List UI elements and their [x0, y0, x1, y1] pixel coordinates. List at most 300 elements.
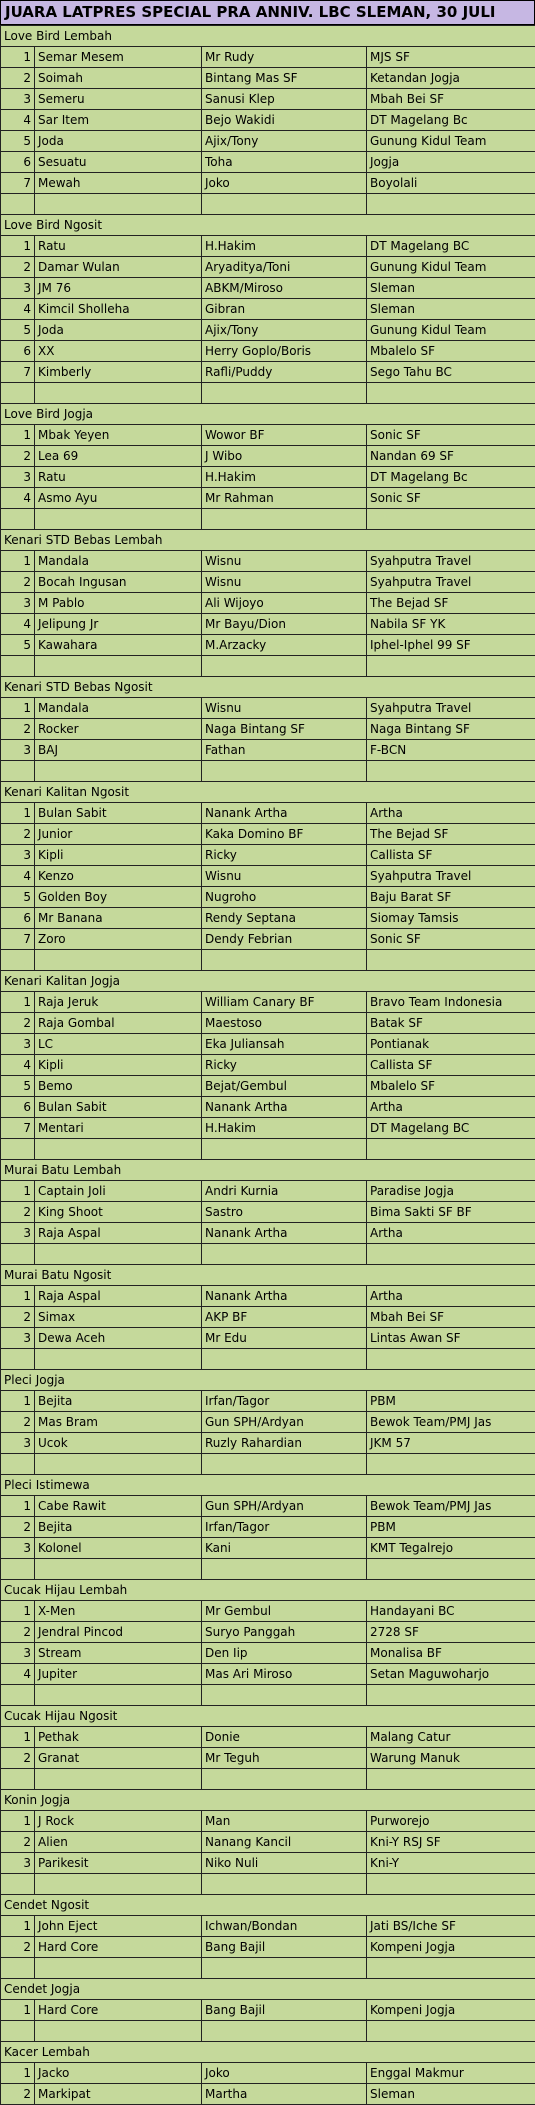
table-row	[1, 89, 535, 110]
owner-cell: Mr Teguh	[202, 1748, 367, 1769]
rank-cell: 6	[1, 341, 35, 362]
bird-name-cell: Markipat	[35, 2084, 202, 2105]
team-cell: Sego Tahu BC	[367, 362, 535, 383]
owner-cell: Mas Ari Miroso	[202, 1664, 367, 1685]
empty-cell	[367, 383, 535, 404]
team-cell: KMT Tegalrejo	[367, 1538, 535, 1559]
team-cell: Mbah Bei SF	[367, 89, 535, 110]
empty-cell	[35, 2021, 202, 2042]
bird-name-cell: Jelipung Jr	[35, 614, 202, 635]
table-row	[1, 992, 535, 1013]
table-row	[1, 740, 535, 761]
spacer-row	[1, 1139, 535, 1160]
owner-cell: Wisnu	[202, 572, 367, 593]
team-cell: Enggal Makmur	[367, 2063, 535, 2084]
owner-cell: Mr Rahman	[202, 488, 367, 509]
rank-cell: 1	[1, 47, 35, 68]
table-row	[1, 152, 535, 173]
team-cell: Gunung Kidul Team	[367, 257, 535, 278]
empty-cell	[35, 1559, 202, 1580]
team-cell: Naga Bintang SF	[367, 719, 535, 740]
table-row	[1, 1223, 535, 1244]
section-header-row	[1, 1580, 535, 1601]
rank-cell: 7	[1, 1118, 35, 1139]
table-row	[1, 866, 535, 887]
table-row	[1, 698, 535, 719]
empty-cell	[202, 194, 367, 215]
rank-cell: 2	[1, 1622, 35, 1643]
empty-cell	[202, 509, 367, 530]
table-row	[1, 1286, 535, 1307]
rank-cell: 1	[1, 236, 35, 257]
empty-cell	[1, 383, 35, 404]
rank-cell: 3	[1, 1223, 35, 1244]
bird-name-cell: Captain Joli	[35, 1181, 202, 1202]
team-cell: Monalisa BF	[367, 1643, 535, 1664]
table-row	[1, 719, 535, 740]
bird-name-cell: Mr Banana	[35, 908, 202, 929]
rank-cell: 1	[1, 1601, 35, 1622]
bird-name-cell: Mewah	[35, 173, 202, 194]
spacer-row	[1, 1244, 535, 1265]
section-title: Cendet Ngosit	[1, 1895, 535, 1916]
table-row	[1, 299, 535, 320]
section-header-row	[1, 2042, 535, 2063]
rank-cell: 3	[1, 1328, 35, 1349]
owner-cell: Rendy Septana	[202, 908, 367, 929]
bird-name-cell: Mas Bram	[35, 1412, 202, 1433]
spacer-row	[1, 656, 535, 677]
bird-name-cell: Joda	[35, 320, 202, 341]
team-cell: The Bejad SF	[367, 824, 535, 845]
team-cell: Bima Sakti SF BF	[367, 1202, 535, 1223]
team-cell: Artha	[367, 1097, 535, 1118]
empty-cell	[202, 2021, 367, 2042]
team-cell: Callista SF	[367, 1055, 535, 1076]
section-header-row	[1, 1895, 535, 1916]
bird-name-cell: Junior	[35, 824, 202, 845]
bird-name-cell: Rocker	[35, 719, 202, 740]
empty-cell	[202, 950, 367, 971]
empty-cell	[35, 194, 202, 215]
team-cell: Mbalelo SF	[367, 341, 535, 362]
spacer-row	[1, 761, 535, 782]
bird-name-cell: X-Men	[35, 1601, 202, 1622]
rank-cell: 2	[1, 1748, 35, 1769]
owner-cell: Man	[202, 1811, 367, 1832]
team-cell: Baju Barat SF	[367, 887, 535, 908]
bird-name-cell: XX	[35, 341, 202, 362]
empty-cell	[367, 1769, 535, 1790]
section-title: Cucak Hijau Lembah	[1, 1580, 535, 1601]
rank-cell: 3	[1, 1853, 35, 1874]
bird-name-cell: Semeru	[35, 89, 202, 110]
team-cell: Bewok Team/PMJ Jas	[367, 1496, 535, 1517]
section-title: Love Bird Ngosit	[1, 215, 535, 236]
rank-cell: 3	[1, 89, 35, 110]
owner-cell: Joko	[202, 173, 367, 194]
results-table-body	[1, 26, 535, 2105]
section-header-row	[1, 1265, 535, 1286]
rank-cell: 2	[1, 572, 35, 593]
owner-cell: ABKM/Miroso	[202, 278, 367, 299]
bird-name-cell: Stream	[35, 1643, 202, 1664]
owner-cell: Irfan/Tagor	[202, 1517, 367, 1538]
sheet-title: JUARA LATPRES SPECIAL PRA ANNIV. LBC SLEMAN, 30 JULI	[0, 0, 535, 25]
bird-name-cell: JM 76	[35, 278, 202, 299]
rank-cell: 4	[1, 299, 35, 320]
table-row	[1, 1643, 535, 1664]
table-row	[1, 1517, 535, 1538]
rank-cell: 4	[1, 866, 35, 887]
bird-name-cell: Mandala	[35, 698, 202, 719]
table-row	[1, 68, 535, 89]
section-title: Love Bird Jogja	[1, 404, 535, 425]
team-cell: Artha	[367, 803, 535, 824]
rank-cell: 5	[1, 635, 35, 656]
empty-cell	[202, 1139, 367, 1160]
team-cell: DT Magelang BC	[367, 1118, 535, 1139]
section-title: Kenari STD Bebas Ngosit	[1, 677, 535, 698]
bird-name-cell: Jacko	[35, 2063, 202, 2084]
owner-cell: Irfan/Tagor	[202, 1391, 367, 1412]
bird-name-cell: Sar Item	[35, 110, 202, 131]
rank-cell: 3	[1, 740, 35, 761]
empty-cell	[367, 656, 535, 677]
owner-cell: Gibran	[202, 299, 367, 320]
empty-cell	[202, 1454, 367, 1475]
rank-cell: 1	[1, 1496, 35, 1517]
bird-name-cell: Soimah	[35, 68, 202, 89]
spacer-row	[1, 194, 535, 215]
owner-cell: Ricky	[202, 845, 367, 866]
empty-cell	[202, 1685, 367, 1706]
empty-cell	[35, 1685, 202, 1706]
team-cell: Sonic SF	[367, 929, 535, 950]
table-row	[1, 635, 535, 656]
table-row	[1, 1832, 535, 1853]
table-row	[1, 2084, 535, 2105]
empty-cell	[35, 1139, 202, 1160]
table-row	[1, 257, 535, 278]
owner-cell: Martha	[202, 2084, 367, 2105]
empty-cell	[35, 509, 202, 530]
bird-name-cell: Bemo	[35, 1076, 202, 1097]
team-cell: PBM	[367, 1391, 535, 1412]
team-cell: Purworejo	[367, 1811, 535, 1832]
table-row	[1, 1055, 535, 1076]
empty-cell	[1, 1244, 35, 1265]
bird-name-cell: Joda	[35, 131, 202, 152]
rank-cell: 1	[1, 2063, 35, 2084]
owner-cell: Toha	[202, 152, 367, 173]
owner-cell: H.Hakim	[202, 1118, 367, 1139]
empty-cell	[202, 1349, 367, 1370]
team-cell: F-BCN	[367, 740, 535, 761]
rank-cell: 2	[1, 257, 35, 278]
empty-cell	[35, 1244, 202, 1265]
owner-cell: Wisnu	[202, 698, 367, 719]
bird-name-cell: Golden Boy	[35, 887, 202, 908]
rank-cell: 3	[1, 1034, 35, 1055]
team-cell: Sonic SF	[367, 425, 535, 446]
section-title: Murai Batu Ngosit	[1, 1265, 535, 1286]
owner-cell: Mr Bayu/Dion	[202, 614, 367, 635]
empty-cell	[35, 383, 202, 404]
empty-cell	[35, 761, 202, 782]
table-row	[1, 1664, 535, 1685]
owner-cell: Niko Nuli	[202, 1853, 367, 1874]
rank-cell: 7	[1, 362, 35, 383]
bird-name-cell: Jendral Pincod	[35, 1622, 202, 1643]
table-row	[1, 1391, 535, 1412]
table-row	[1, 1853, 535, 1874]
empty-cell	[367, 509, 535, 530]
section-title: Cucak Hijau Ngosit	[1, 1706, 535, 1727]
bird-name-cell: Kawahara	[35, 635, 202, 656]
rank-cell: 1	[1, 1391, 35, 1412]
rank-cell: 4	[1, 614, 35, 635]
table-row	[1, 1916, 535, 1937]
owner-cell: Fathan	[202, 740, 367, 761]
rank-cell: 4	[1, 1055, 35, 1076]
owner-cell: Sastro	[202, 1202, 367, 1223]
owner-cell: Wisnu	[202, 551, 367, 572]
spacer-row	[1, 1349, 535, 1370]
team-cell: 2728 SF	[367, 1622, 535, 1643]
section-title: Konin Jogja	[1, 1790, 535, 1811]
rank-cell: 2	[1, 824, 35, 845]
table-row	[1, 173, 535, 194]
section-header-row	[1, 1979, 535, 2000]
rank-cell: 2	[1, 68, 35, 89]
table-row	[1, 1076, 535, 1097]
empty-cell	[202, 1874, 367, 1895]
spacer-row	[1, 1559, 535, 1580]
owner-cell: Bang Bajil	[202, 2000, 367, 2021]
rank-cell: 6	[1, 908, 35, 929]
rank-cell: 2	[1, 1412, 35, 1433]
bird-name-cell: Simax	[35, 1307, 202, 1328]
team-cell: Mbah Bei SF	[367, 1307, 535, 1328]
team-cell: Gunung Kidul Team	[367, 320, 535, 341]
rank-cell: 4	[1, 110, 35, 131]
rank-cell: 7	[1, 929, 35, 950]
rank-cell: 3	[1, 845, 35, 866]
team-cell: Siomay Tamsis	[367, 908, 535, 929]
bird-name-cell: Hard Core	[35, 1937, 202, 1958]
rank-cell: 7	[1, 173, 35, 194]
section-title: Kenari Kalitan Jogja	[1, 971, 535, 992]
owner-cell: J Wibo	[202, 446, 367, 467]
bird-name-cell: Bulan Sabit	[35, 803, 202, 824]
team-cell: Boyolali	[367, 173, 535, 194]
empty-cell	[1, 1139, 35, 1160]
team-cell: Nabila SF YK	[367, 614, 535, 635]
team-cell: Kni-Y	[367, 1853, 535, 1874]
section-title: Kenari Kalitan Ngosit	[1, 782, 535, 803]
rank-cell: 1	[1, 1727, 35, 1748]
bird-name-cell: LC	[35, 1034, 202, 1055]
rank-cell: 4	[1, 1664, 35, 1685]
owner-cell: Herry Goplo/Boris	[202, 341, 367, 362]
team-cell: Batak SF	[367, 1013, 535, 1034]
bird-name-cell: Jupiter	[35, 1664, 202, 1685]
table-row	[1, 467, 535, 488]
bird-name-cell: Semar Mesem	[35, 47, 202, 68]
team-cell: Sleman	[367, 2084, 535, 2105]
bird-name-cell: Raja Aspal	[35, 1286, 202, 1307]
empty-cell	[35, 1958, 202, 1979]
owner-cell: Nanank Artha	[202, 1286, 367, 1307]
empty-cell	[35, 1769, 202, 1790]
empty-cell	[1, 761, 35, 782]
team-cell: PBM	[367, 1517, 535, 1538]
table-row	[1, 551, 535, 572]
team-cell: Malang Catur	[367, 1727, 535, 1748]
team-cell: Iphel-Iphel 99 SF	[367, 635, 535, 656]
rank-cell: 5	[1, 131, 35, 152]
team-cell: Pontianak	[367, 1034, 535, 1055]
bird-name-cell: Kolonel	[35, 1538, 202, 1559]
table-row	[1, 1601, 535, 1622]
bird-name-cell: Pethak	[35, 1727, 202, 1748]
table-row	[1, 1118, 535, 1139]
rank-cell: 2	[1, 2084, 35, 2105]
bird-name-cell: Kipli	[35, 1055, 202, 1076]
table-row	[1, 1748, 535, 1769]
owner-cell: Den Iip	[202, 1643, 367, 1664]
bird-name-cell: Zoro	[35, 929, 202, 950]
bird-name-cell: Raja Jeruk	[35, 992, 202, 1013]
empty-cell	[367, 2021, 535, 2042]
team-cell: The Bejad SF	[367, 593, 535, 614]
rank-cell: 1	[1, 551, 35, 572]
section-title: Murai Batu Lembah	[1, 1160, 535, 1181]
empty-cell	[1, 2021, 35, 2042]
rank-cell: 1	[1, 425, 35, 446]
section-title: Pleci Jogja	[1, 1370, 535, 1391]
spacer-row	[1, 950, 535, 971]
team-cell: Bravo Team Indonesia	[367, 992, 535, 1013]
empty-cell	[367, 761, 535, 782]
bird-name-cell: Bulan Sabit	[35, 1097, 202, 1118]
section-header-row	[1, 1475, 535, 1496]
bird-name-cell: Kenzo	[35, 866, 202, 887]
team-cell: Artha	[367, 1286, 535, 1307]
owner-cell: Bang Bajil	[202, 1937, 367, 1958]
table-row	[1, 845, 535, 866]
table-row	[1, 1412, 535, 1433]
bird-name-cell: Raja Aspal	[35, 1223, 202, 1244]
section-header-row	[1, 404, 535, 425]
team-cell: MJS SF	[367, 47, 535, 68]
team-cell: Handayani BC	[367, 1601, 535, 1622]
bird-name-cell: King Shoot	[35, 1202, 202, 1223]
team-cell: Setan Maguwoharjo	[367, 1664, 535, 1685]
team-cell: Sleman	[367, 299, 535, 320]
empty-cell	[1, 1559, 35, 1580]
table-row	[1, 1013, 535, 1034]
team-cell: Artha	[367, 1223, 535, 1244]
owner-cell: Naga Bintang SF	[202, 719, 367, 740]
owner-cell: Kani	[202, 1538, 367, 1559]
bird-name-cell: BAJ	[35, 740, 202, 761]
empty-cell	[1, 1958, 35, 1979]
spacer-row	[1, 1958, 535, 1979]
table-row	[1, 908, 535, 929]
owner-cell: Mr Edu	[202, 1328, 367, 1349]
section-header-row	[1, 677, 535, 698]
rank-cell: 1	[1, 698, 35, 719]
empty-cell	[367, 1244, 535, 1265]
bird-name-cell: Parikesit	[35, 1853, 202, 1874]
section-header-row	[1, 1790, 535, 1811]
owner-cell: Aryaditya/Toni	[202, 257, 367, 278]
table-row	[1, 2000, 535, 2021]
rank-cell: 6	[1, 152, 35, 173]
rank-cell: 1	[1, 803, 35, 824]
empty-cell	[202, 761, 367, 782]
table-row	[1, 887, 535, 908]
empty-cell	[367, 1454, 535, 1475]
section-header-row	[1, 971, 535, 992]
owner-cell: Kaka Domino BF	[202, 824, 367, 845]
section-title: Pleci Istimewa	[1, 1475, 535, 1496]
table-row	[1, 1328, 535, 1349]
empty-cell	[367, 1874, 535, 1895]
owner-cell: Eka Juliansah	[202, 1034, 367, 1055]
bird-name-cell: Mbak Yeyen	[35, 425, 202, 446]
owner-cell: William Canary BF	[202, 992, 367, 1013]
rank-cell: 1	[1, 1181, 35, 1202]
empty-cell	[202, 656, 367, 677]
empty-cell	[202, 1559, 367, 1580]
bird-name-cell: Bejita	[35, 1517, 202, 1538]
table-row	[1, 425, 535, 446]
table-row	[1, 1307, 535, 1328]
empty-cell	[35, 1349, 202, 1370]
bird-name-cell: Bocah Ingusan	[35, 572, 202, 593]
owner-cell: Ajix/Tony	[202, 320, 367, 341]
bird-name-cell: Alien	[35, 1832, 202, 1853]
bird-name-cell: Raja Gombal	[35, 1013, 202, 1034]
spacer-row	[1, 1769, 535, 1790]
table-row	[1, 1811, 535, 1832]
rank-cell: 2	[1, 1832, 35, 1853]
table-row	[1, 236, 535, 257]
bird-name-cell: Dewa Aceh	[35, 1328, 202, 1349]
bird-name-cell: Ratu	[35, 467, 202, 488]
table-row	[1, 47, 535, 68]
bird-name-cell: Ratu	[35, 236, 202, 257]
empty-cell	[367, 1139, 535, 1160]
bird-name-cell: Sesuatu	[35, 152, 202, 173]
rank-cell: 2	[1, 1937, 35, 1958]
empty-cell	[367, 1559, 535, 1580]
owner-cell: AKP BF	[202, 1307, 367, 1328]
empty-cell	[35, 1874, 202, 1895]
owner-cell: Gun SPH/Ardyan	[202, 1496, 367, 1517]
team-cell: DT Magelang Bc	[367, 110, 535, 131]
owner-cell: Ichwan/Bondan	[202, 1916, 367, 1937]
table-row	[1, 1622, 535, 1643]
owner-cell: Bejat/Gembul	[202, 1076, 367, 1097]
bird-name-cell: Ucok	[35, 1433, 202, 1454]
empty-cell	[1, 509, 35, 530]
owner-cell: Ali Wijoyo	[202, 593, 367, 614]
team-cell: Bewok Team/PMJ Jas	[367, 1412, 535, 1433]
